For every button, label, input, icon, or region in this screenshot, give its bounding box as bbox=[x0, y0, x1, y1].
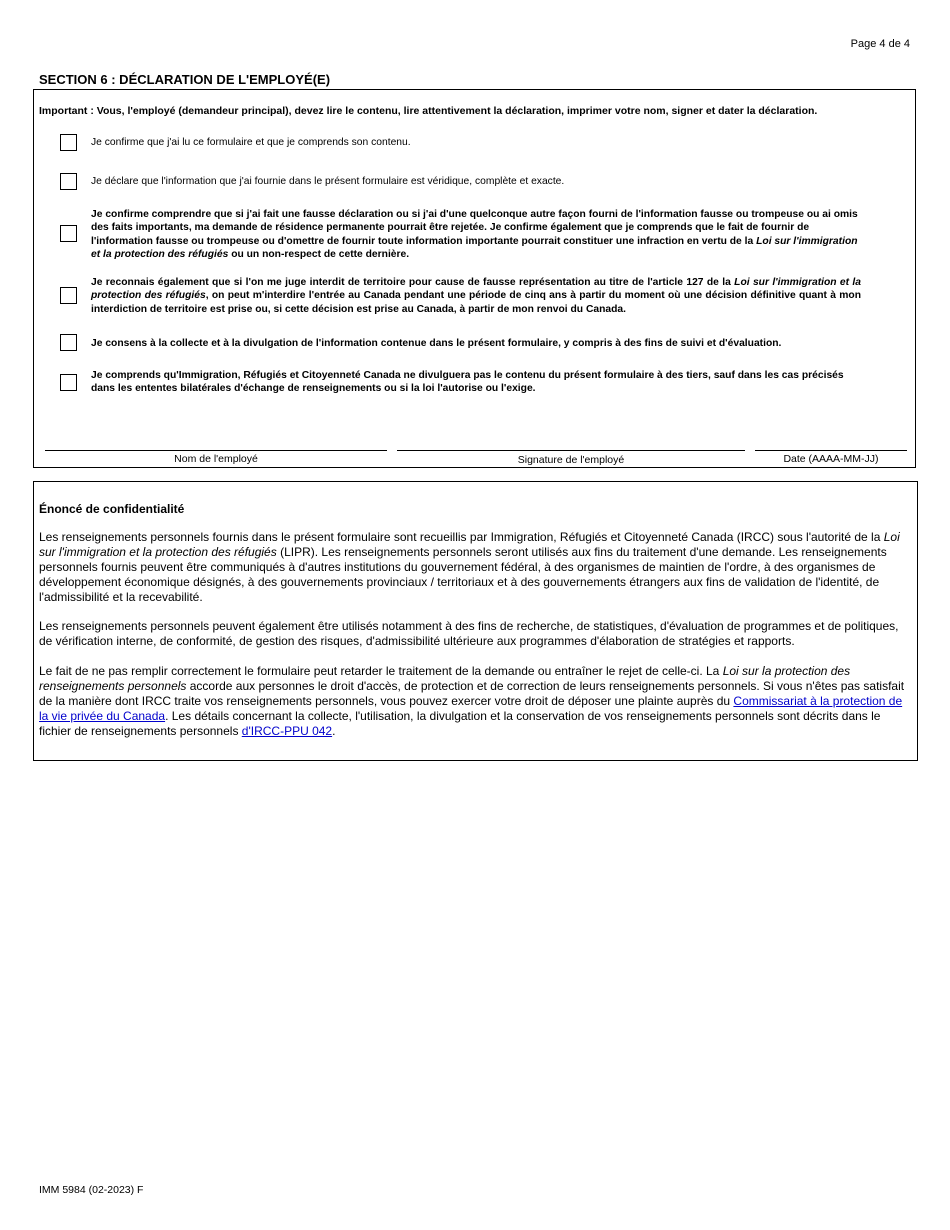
statement-text: Je confirme comprendre que si j'ai fait une fausse déclaration ou si j'ai d'une quelconque autre façon fourni de l'information fausse ou trompeuse ou ai omis des faits importants, ma demande de résidence permanente pourrait être rejetée. Je confirme également que je comprends que le fait de fournir de l'information fausse ou trompeuse ou d'omettre de fournir toute information importante pourrait constituer une infraction en vertu de la bbox=[91, 209, 858, 247]
statement-inadmissibility bbox=[91, 276, 861, 316]
paragraph-text: Le fait de ne pas remplir correctement le formulaire peut retarder le traitement de la demande ou entraîner le rejet de celle-ci. La bbox=[39, 664, 723, 678]
statement-truth-declaration: Je déclare que l'information que j'ai fournie dans le présent formulaire est véridique, complète et exacte. bbox=[91, 176, 565, 187]
statement-consent: Je consens à la collecte et à la divulgation de l'information contenue dans le présent formulaire, y compris à des fins de suivi et d'évaluation. bbox=[91, 338, 782, 349]
law-title: Loi sur l'immigration et la protection des réfugiés bbox=[39, 530, 900, 559]
statement-read-confirm: Je confirme que j'ai lu ce formulaire et que je comprends son contenu. bbox=[91, 137, 411, 148]
law-title: Loi sur la protection des renseignements personnels bbox=[39, 664, 851, 693]
privacy-box bbox=[33, 481, 918, 761]
form-id: IMM 5984 (02-2023) F bbox=[39, 1184, 144, 1196]
ircc-ppu-042-link[interactable]: d'IRCC-PPU 042 bbox=[241, 724, 333, 738]
signature-field[interactable] bbox=[397, 450, 745, 451]
checkbox-read-confirm[interactable] bbox=[60, 134, 77, 151]
declaration-box bbox=[33, 89, 916, 468]
law-title: Loi sur l'immigration et la protection des réfugiés bbox=[91, 277, 861, 302]
statement-disclosure: Je comprends qu'Immigration, Réfugiés et Citoyenneté Canada ne divulguera pas le contenu du présent formulaire à des tiers, sauf dans les cas précisés dans les ententes bilatérales d'échange de renseignements ou si la loi l'autorise ou l'exige. bbox=[91, 370, 844, 395]
paragraph-text: (LIPR). Les renseignements personnels seront utilisés aux fins du traitement d'une demande. Les renseignements personnels fournis peuvent être communiqués à d'autres institutions du gouvernement fédéral, à des organismes de maintien de l'ordre, à des organismes de développement économique désignés, à des gouvernements provinciaux / territoriaux et à des gouvernements étrangers aux fins de validation de l'identité, de l'admissibilité et la recevabilité. bbox=[39, 545, 887, 604]
privacy-commissioner-link[interactable]: Commissariat à la protection de la vie privée du Canada bbox=[39, 694, 903, 723]
section-title: SECTION 6 : DÉCLARATION DE L'EMPLOYÉ(E) bbox=[39, 72, 331, 87]
statement-misrepresentation bbox=[91, 208, 861, 261]
paragraph-text: . bbox=[332, 724, 336, 738]
signature-label: Signature de l'employé bbox=[517, 454, 625, 466]
checkbox-misrepresentation[interactable] bbox=[60, 225, 77, 242]
date-label: Date (AAAA-MM-JJ) bbox=[783, 453, 879, 465]
date-field[interactable] bbox=[755, 450, 907, 451]
privacy-paragraph-3 bbox=[39, 664, 911, 739]
name-label: Nom de l'employé bbox=[174, 453, 258, 465]
paragraph-text: Les renseignements personnels fournis dans le présent formulaire sont recueillis par Immigration, Réfugiés et Citoyenneté Canada (IRCC) sous l'autorité de la bbox=[39, 530, 884, 544]
important-notice: Important : Vous, l'employé (demandeur principal), devez lire le contenu, lire attentivement la déclaration, imprimer votre nom, signer et dater la déclaration. bbox=[39, 105, 818, 117]
statement-text: ou un non-respect de cette dernière. bbox=[228, 248, 410, 260]
paragraph-text: accorde aux personnes le droit d'accès, de protection et de correction de leurs renseignements personnels. Si vous n'êtes pas satisfait de la manière dont IRCC traite vos renseignements personnels, vous pouvez exercer votre droit de déposer une plainte auprès du bbox=[39, 679, 905, 708]
statement-text: , on peut m'interdire l'entrée au Canada pendant une période de cinq ans à partir du moment où une décision définitive quant à mon interdiction de territoire est prise ou, si cette décision est prise au Canada, à partir de mon renvoi du Canada. bbox=[91, 290, 862, 315]
privacy-paragraph-2: Les renseignements personnels peuvent également être utilisés notamment à des fins de recherche, de statistiques, d'évaluation de programmes et de politiques, de vérification interne, de conformité, de gestion des risques, d'admissibilité ultérieure aux programmes d'élaboration de stratégies et rapports. bbox=[39, 619, 899, 648]
statement-text: Je reconnais également que si l'on me juge interdit de territoire pour cause de fausse représentation au titre de l'article 127 de la bbox=[91, 277, 735, 288]
checkbox-truth-declaration[interactable] bbox=[60, 173, 77, 190]
name-field[interactable] bbox=[45, 450, 387, 451]
page-number: Page 4 de 4 bbox=[850, 38, 910, 50]
checkbox-disclosure[interactable] bbox=[60, 374, 77, 391]
privacy-title: Énoncé de confidentialité bbox=[39, 502, 185, 516]
privacy-paragraph-1 bbox=[39, 530, 911, 605]
checkbox-consent[interactable] bbox=[60, 334, 77, 351]
checkbox-inadmissibility[interactable] bbox=[60, 287, 77, 304]
paragraph-text: . Les détails concernant la collecte, l'utilisation, la divulgation et la conservation de vos renseignements personnels sont décrits dans le fichier de renseignements personnels bbox=[39, 709, 881, 738]
law-title: Loi sur l'immigration et la protection des réfugiés bbox=[91, 235, 858, 260]
